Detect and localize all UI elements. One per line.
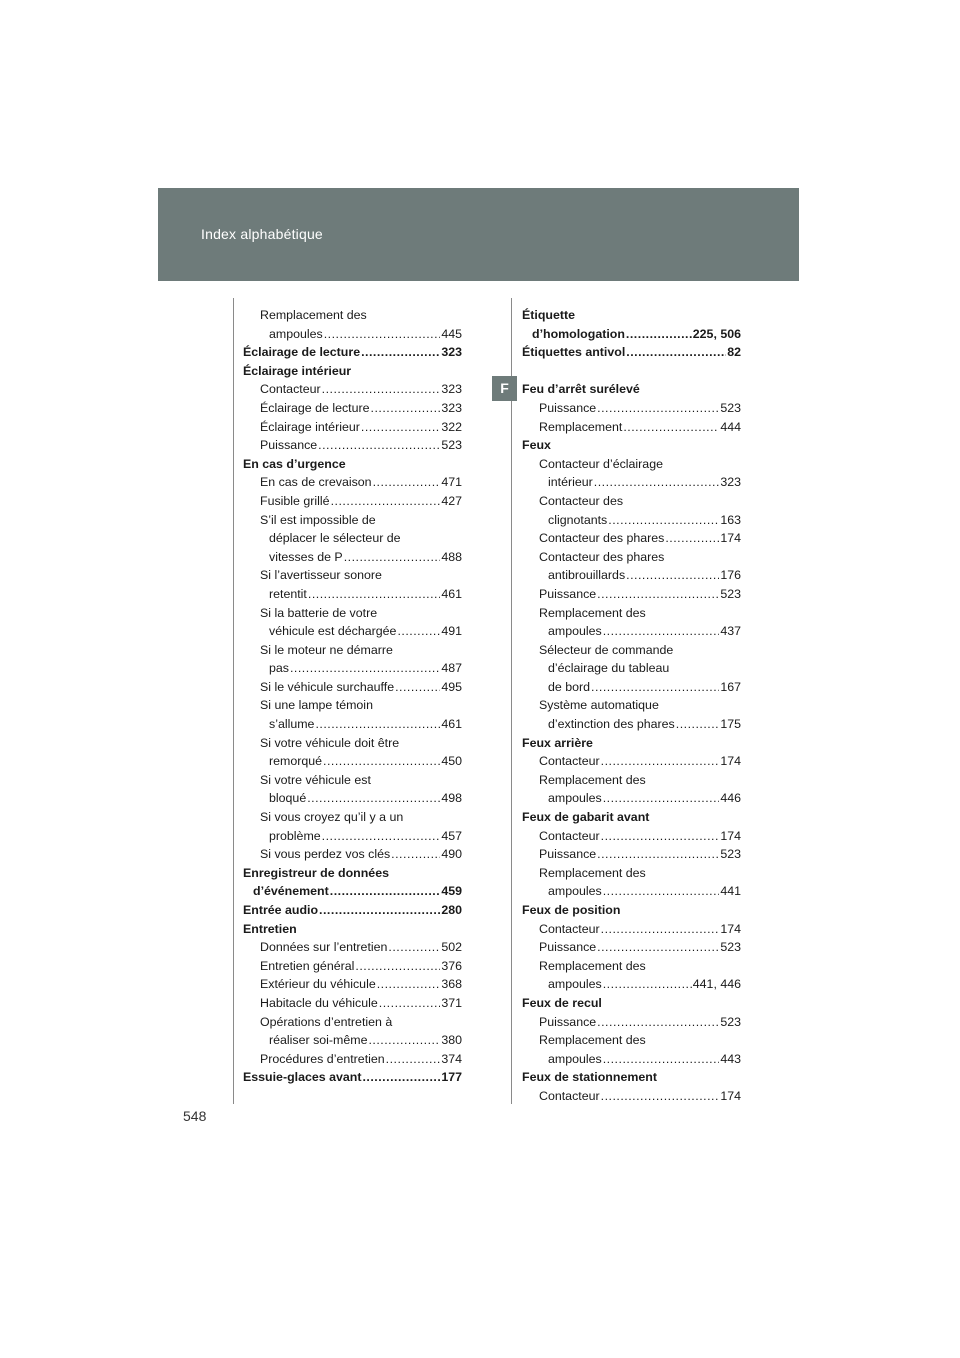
page-number: 548 — [183, 1108, 207, 1124]
index-entry-label: Éclairage de lecture — [243, 345, 361, 360]
dot-leader — [319, 901, 440, 920]
index-entry-label: Contacteur — [539, 754, 600, 769]
index-entry-page[interactable]: 443 — [720, 1051, 741, 1066]
index-entry — [243, 473, 462, 492]
index-entry-label: véhicule est déchargée — [269, 624, 397, 639]
index-entry-label: Étiquette — [522, 308, 576, 322]
index-entry-label: Contacteur des phares — [539, 531, 665, 546]
index-entry — [522, 994, 741, 1013]
index-entry — [522, 938, 741, 957]
index-entry-page[interactable]: 376 — [441, 958, 462, 973]
index-entry-page[interactable]: 471 — [441, 475, 462, 490]
index-entry-label: problème — [269, 828, 321, 843]
index-entry — [243, 641, 462, 660]
dot-leader — [318, 436, 440, 455]
index-entry — [243, 901, 462, 920]
index-entry — [243, 1050, 462, 1069]
index-entry-label: Contacteur — [539, 828, 600, 843]
index-entry-page[interactable]: 371 — [441, 995, 462, 1010]
header-title: Index alphabétique — [201, 226, 323, 242]
index-entry — [522, 548, 741, 567]
index-entry-page[interactable]: 445 — [441, 326, 462, 341]
index-entry — [243, 604, 462, 623]
index-entry-label: Contacteur des phares — [539, 549, 665, 564]
index-entry-page[interactable]: 174 — [720, 1088, 741, 1103]
index-entry-label: Si l’avertisseur sonore — [260, 568, 382, 583]
index-entry-page[interactable]: 488 — [441, 549, 462, 564]
index-entry-label: d’éclairage du tableau — [548, 661, 670, 676]
index-entry — [522, 436, 741, 455]
index-entry-label: Feux de recul — [522, 995, 602, 1010]
dot-leader — [603, 975, 692, 994]
index-entry-label: Sélecteur de commande — [539, 642, 674, 657]
dot-leader — [324, 325, 441, 344]
index-entry — [243, 548, 462, 567]
dot-leader — [626, 325, 692, 344]
index-entry-label: vitesses de P — [269, 549, 343, 564]
index-entry — [243, 511, 462, 530]
index-entry — [522, 808, 741, 827]
index-entry-page[interactable]: 457 — [441, 828, 462, 843]
index-entry — [243, 455, 462, 474]
index-entry — [243, 938, 462, 957]
dot-leader — [603, 882, 720, 901]
index-entry-label: Puissance — [539, 400, 597, 415]
dot-leader — [391, 845, 440, 864]
index-entry-label: En cas d’urgence — [243, 456, 346, 471]
dot-leader — [308, 585, 440, 604]
dot-leader — [395, 678, 440, 697]
index-entry-label: Contacteur — [539, 1088, 600, 1103]
index-entry-page[interactable]: 174 — [720, 921, 741, 936]
dot-leader — [597, 1013, 719, 1032]
index-entry-page[interactable]: 444 — [720, 419, 741, 434]
index-entry-label: Si le véhicule surchauffe — [260, 679, 395, 694]
index-entry — [243, 436, 462, 455]
dot-leader — [377, 975, 441, 994]
index-entry — [243, 622, 462, 641]
page-header — [158, 188, 799, 281]
index-entry-label: Opérations d’entretien à — [260, 1014, 393, 1029]
dot-leader — [344, 548, 441, 567]
index-entry-label: Étiquettes antivol — [522, 345, 626, 360]
index-entry-label: Extérieur du véhicule — [260, 977, 376, 992]
index-entry-label: Contacteur des — [539, 493, 624, 508]
index-column-right — [522, 306, 741, 1106]
index-entry — [243, 975, 462, 994]
index-entry-label: intérieur — [548, 475, 593, 490]
index-entry-label: Procédures d’entretien — [260, 1051, 385, 1066]
index-entry-label: Habitacle du véhicule — [260, 995, 378, 1010]
index-entry-label: Système automatique — [539, 698, 659, 713]
dot-leader — [626, 343, 726, 362]
dot-leader — [601, 827, 720, 846]
index-entry-page[interactable]: 495 — [441, 679, 462, 694]
index-entry-page[interactable]: 323 — [441, 382, 462, 397]
index-entry-page[interactable]: 450 — [441, 754, 462, 769]
index-entry-page[interactable]: 368 — [441, 977, 462, 992]
dot-leader — [597, 585, 719, 604]
index-entry-label: Si votre véhicule doit être — [260, 735, 400, 750]
index-entry-page[interactable]: 441, 446 — [692, 977, 741, 992]
index-entry — [522, 1050, 741, 1069]
index-entry-label: Remplacement des — [539, 605, 646, 620]
index-entry-label: ampoules — [548, 1051, 602, 1066]
index-entry-page[interactable]: 174 — [720, 828, 741, 843]
index-entry-label: Puissance — [539, 847, 597, 862]
index-entry-label: Si vous croyez qu’il y a un — [260, 810, 404, 825]
index-entry — [522, 920, 741, 939]
index-entry — [522, 882, 741, 901]
dot-leader — [323, 752, 440, 771]
index-entry-page[interactable]: 323 — [720, 475, 741, 490]
index-entry — [243, 771, 462, 790]
index-entry-label: remorqué — [269, 754, 323, 769]
index-entry-label: déplacer le sélecteur de — [269, 531, 401, 546]
index-entry — [522, 455, 741, 474]
index-entry — [243, 789, 462, 808]
index-entry-label: Feux arrière — [522, 735, 593, 750]
dot-leader — [594, 473, 720, 492]
dot-leader — [368, 1031, 440, 1050]
index-entry — [522, 901, 741, 920]
dot-leader — [373, 473, 441, 492]
index-entry-label: Remplacement des — [539, 958, 646, 973]
index-entry — [522, 1031, 741, 1050]
index-entry-label: Feux — [522, 438, 551, 453]
index-entry — [522, 343, 741, 362]
dot-leader — [603, 789, 720, 808]
index-entry-label: Contacteur — [260, 382, 321, 397]
dot-leader — [665, 529, 719, 548]
index-entry-label: Éclairage de lecture — [260, 400, 370, 415]
index-entry — [522, 418, 741, 437]
index-entry-page[interactable]: 491 — [441, 624, 462, 639]
index-entry-label: Données sur l’entretien — [260, 940, 388, 955]
index-entry-page[interactable]: 322 — [441, 419, 462, 434]
index-entry — [522, 399, 741, 418]
dot-leader — [307, 789, 440, 808]
index-entry-label: d’extinction des phares — [548, 717, 675, 732]
dot-leader — [626, 566, 719, 585]
index-entry-label: ampoules — [269, 326, 323, 341]
index-entry-label: ampoules — [548, 624, 602, 639]
index-entry-label: Éclairage intérieur — [243, 363, 352, 378]
index-entry-page[interactable]: 177 — [441, 1070, 462, 1085]
index-entry — [243, 380, 462, 399]
index-entry-label: Feux de stationnement — [522, 1070, 657, 1085]
index-entry — [522, 771, 741, 790]
index-entry — [243, 585, 462, 604]
index-entry-page[interactable]: 280 — [441, 903, 462, 917]
section-tab[interactable]: F — [492, 376, 517, 401]
index-entry — [243, 306, 462, 325]
index-entry-label: Si une lampe témoin — [260, 698, 373, 713]
index-entry-label: En cas de crevaison — [260, 475, 372, 490]
index-entry — [243, 343, 462, 362]
index-entry-page[interactable]: 175 — [720, 717, 741, 732]
index-entry-label: pas — [269, 661, 289, 676]
index-entry-page[interactable]: 427 — [441, 493, 462, 508]
index-entry — [243, 808, 462, 827]
index-entry-page[interactable]: 502 — [441, 940, 462, 955]
index-entry-page[interactable]: 459 — [441, 884, 462, 899]
dot-leader — [388, 938, 440, 957]
dot-leader — [315, 715, 440, 734]
index-entry-label: Feu d’arrêt surélevé — [522, 382, 640, 397]
index-entry-page[interactable]: 461 — [441, 586, 462, 601]
dot-leader — [322, 827, 441, 846]
dot-leader — [397, 622, 440, 641]
index-entry-label: Puissance — [539, 940, 597, 955]
dot-leader — [330, 882, 441, 901]
index-entry — [522, 696, 741, 715]
index-entry-page[interactable]: 167 — [720, 679, 741, 694]
index-entry — [522, 752, 741, 771]
dot-leader — [603, 1050, 720, 1069]
index-entry-label: Entretien — [243, 921, 297, 936]
index-entry — [243, 715, 462, 734]
dot-leader — [386, 1050, 441, 1069]
index-entry-page[interactable]: 523 — [720, 1014, 741, 1029]
index-entry-label: Feux de gabarit avant — [522, 810, 650, 825]
index-entry-label: Essuie-glaces avant — [243, 1070, 362, 1085]
index-entry-page[interactable]: 374 — [441, 1051, 462, 1066]
index-entry — [243, 864, 462, 883]
index-entry-label: ampoules — [548, 791, 602, 806]
index-entry-page[interactable]: 174 — [720, 531, 741, 546]
index-entry — [243, 1031, 462, 1050]
index-entry — [522, 659, 741, 678]
dot-leader — [591, 678, 719, 697]
index-entry — [522, 827, 741, 846]
index-entry — [522, 325, 741, 344]
index-entry — [522, 1087, 741, 1106]
index-entry-label: Contacteur d’éclairage — [539, 456, 663, 471]
index-entry-label: réaliser soi-même — [269, 1033, 368, 1048]
index-entry — [522, 734, 741, 753]
index-entry — [243, 845, 462, 864]
index-entry-label: Si votre véhicule est — [260, 772, 371, 787]
index-entry-page[interactable]: 523 — [720, 940, 741, 955]
index-entry-label: Remplacement des — [260, 308, 367, 322]
index-entry-label: bloqué — [269, 791, 307, 806]
index-entry — [243, 492, 462, 511]
column-divider-left — [233, 298, 234, 1104]
index-entry — [522, 845, 741, 864]
index-entry-page[interactable]: 176 — [720, 568, 741, 583]
index-entry — [522, 511, 741, 530]
index-entry — [522, 585, 741, 604]
index-entry-label: Puissance — [260, 438, 318, 453]
index-entry — [243, 882, 462, 901]
index-entry-label: retentit — [269, 586, 307, 601]
index-entry-label: Fusible grillé — [260, 493, 330, 508]
index-entry-page[interactable]: 82 — [727, 345, 741, 360]
dot-leader — [608, 511, 719, 530]
index-entry-page[interactable]: 498 — [441, 791, 462, 806]
index-entry-page[interactable]: 174 — [720, 754, 741, 769]
index-entry-label: clignotants — [548, 512, 608, 527]
index-entry — [522, 678, 741, 697]
index-entry-page[interactable]: 487 — [441, 661, 462, 676]
index-entry-page[interactable]: 523 — [720, 400, 741, 415]
dot-leader — [597, 938, 719, 957]
dot-leader — [290, 659, 440, 678]
index-entry-label: Puissance — [539, 586, 597, 601]
index-entry-label: Remplacement des — [539, 1033, 646, 1048]
index-entry-label: Enregistreur de données — [243, 865, 389, 880]
index-entry — [243, 1013, 462, 1032]
index-entry — [243, 529, 462, 548]
index-entry — [243, 362, 462, 381]
index-entry-label: Si la batterie de votre — [260, 605, 378, 620]
dot-leader — [601, 1087, 720, 1106]
index-entry-page[interactable]: 446 — [720, 791, 741, 806]
index-entry — [243, 734, 462, 753]
index-entry — [243, 325, 462, 344]
index-entry-page[interactable]: 523 — [720, 847, 741, 862]
index-entry — [243, 418, 462, 437]
index-entry — [522, 492, 741, 511]
index-entry — [522, 715, 741, 734]
index-entry-page[interactable]: 523 — [720, 586, 741, 601]
index-entry — [243, 566, 462, 585]
dot-leader — [379, 994, 441, 1013]
index-entry-label: de bord — [548, 679, 591, 694]
dot-leader — [362, 1068, 440, 1087]
index-entry — [243, 920, 462, 939]
index-entry-label: Remplacement — [539, 419, 623, 434]
index-entry-label: ampoules — [548, 884, 602, 899]
index-entry-label: Si le moteur ne démarre — [260, 642, 393, 657]
index-entry — [522, 622, 741, 641]
index-entry-page[interactable]: 461 — [441, 717, 462, 732]
index-entry — [243, 696, 462, 715]
index-entry-label: Éclairage intérieur — [260, 419, 360, 434]
index-entry-label: Entrée audio — [243, 903, 319, 917]
index-entry-label: Feux de position — [522, 903, 621, 917]
index-entry-label: ampoules — [548, 977, 602, 992]
index-entry — [522, 566, 741, 585]
index-entry-label: antibrouillards — [548, 568, 626, 583]
index-entry — [522, 529, 741, 548]
index-entry — [522, 1013, 741, 1032]
index-entry-page[interactable]: 380 — [441, 1033, 462, 1048]
index-entry-page[interactable]: 323 — [441, 345, 462, 360]
index-entry-page[interactable]: 441 — [720, 884, 741, 899]
index-column-left — [243, 306, 462, 1087]
index-entry-label: d’homologation — [532, 326, 625, 341]
index-entry-label: Puissance — [539, 1014, 597, 1029]
index-entry-page[interactable]: 437 — [720, 624, 741, 639]
index-entry — [243, 752, 462, 771]
index-entry — [522, 604, 741, 623]
index-entry — [522, 473, 741, 492]
index-entry — [522, 957, 741, 976]
index-entry — [522, 641, 741, 660]
index-entry — [243, 399, 462, 418]
column-divider-right — [511, 298, 512, 1104]
index-entry — [243, 1068, 462, 1087]
dot-leader — [371, 399, 441, 418]
index-entry-label: Remplacement des — [539, 772, 646, 787]
dot-leader — [623, 418, 719, 437]
index-entry — [243, 957, 462, 976]
index-entry-label: Contacteur — [539, 921, 600, 936]
index-entry-page[interactable]: 323 — [441, 400, 462, 415]
index-entry-label: Si vous perdez vos clés — [260, 847, 391, 862]
index-entry — [522, 975, 741, 994]
index-entry — [522, 1068, 741, 1087]
index-entry — [243, 659, 462, 678]
index-entry-label: d’événement — [253, 884, 329, 899]
dot-leader — [597, 845, 719, 864]
index-entry-page[interactable]: 523 — [441, 438, 462, 453]
index-entry-page[interactable]: 490 — [441, 847, 462, 862]
index-entry — [243, 678, 462, 697]
index-entry-label: Remplacement des — [539, 865, 646, 880]
index-entry — [522, 789, 741, 808]
index-entry-label: S’il est impossible de — [260, 512, 376, 527]
index-entry-label: Entretien général — [260, 958, 355, 973]
dot-leader — [601, 752, 720, 771]
index-entry — [243, 994, 462, 1013]
index-entry — [243, 827, 462, 846]
index-entry — [522, 380, 741, 399]
dot-leader — [331, 492, 441, 511]
dot-leader — [361, 418, 440, 437]
index-entry-page[interactable]: 225, 506 — [692, 326, 741, 341]
index-entry — [522, 864, 741, 883]
dot-leader — [361, 343, 440, 362]
dot-leader — [322, 380, 441, 399]
dot-leader — [601, 920, 720, 939]
index-entry-label: s’allume — [269, 717, 315, 732]
index-entry — [522, 306, 741, 325]
dot-leader — [603, 622, 720, 641]
dot-leader — [676, 715, 720, 734]
dot-leader — [355, 957, 440, 976]
index-entry-page[interactable]: 163 — [720, 512, 741, 527]
dot-leader — [597, 399, 719, 418]
